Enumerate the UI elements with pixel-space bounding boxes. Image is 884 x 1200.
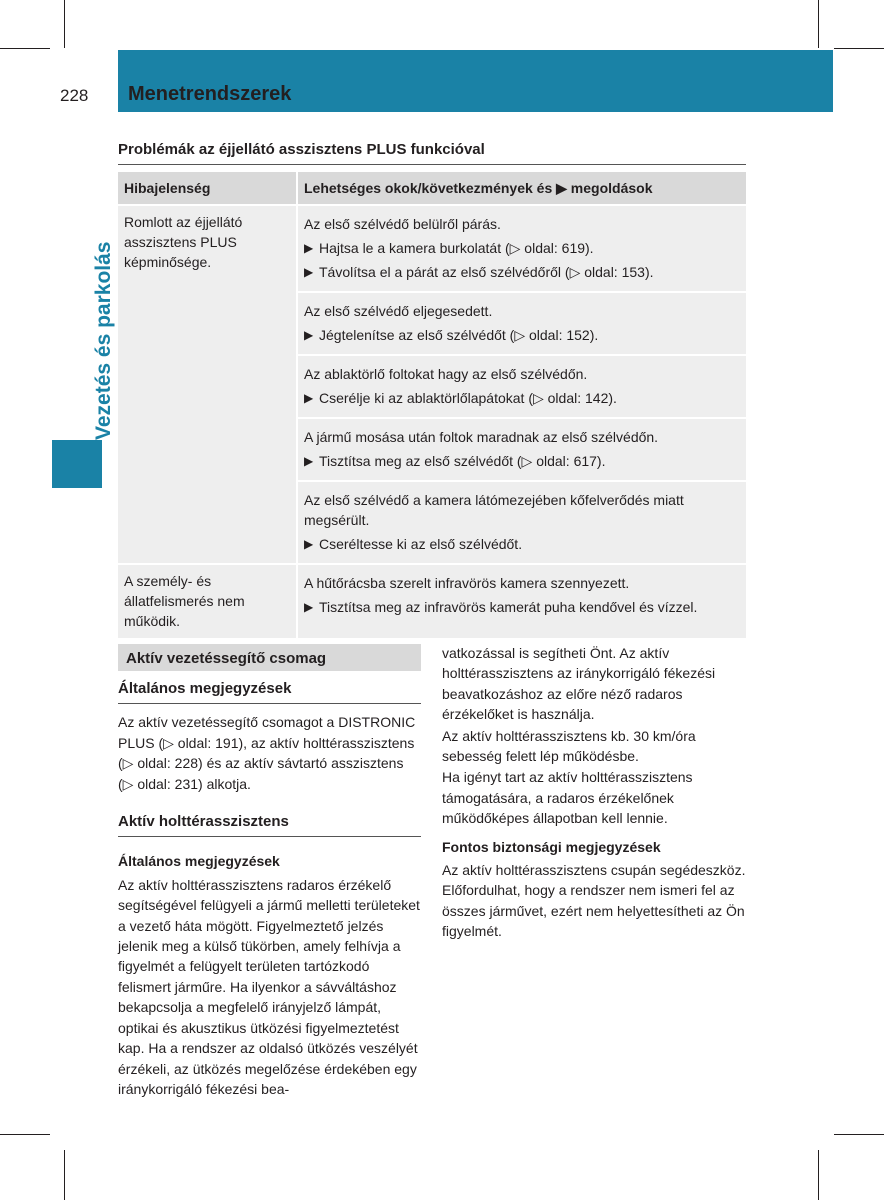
crop-mark <box>0 48 50 49</box>
left-column <box>118 644 421 1100</box>
step-item <box>304 534 740 554</box>
crop-mark <box>64 0 65 48</box>
step-text: Hajtsa le a kamera burkolatát (▷ oldal: 619). <box>319 240 594 256</box>
step-item <box>304 451 740 471</box>
step-text: Jégtelenítse az első szélvédőt (▷ oldal: 152). <box>319 327 599 343</box>
crop-mark <box>834 1134 884 1135</box>
cause-text: Az ablaktörlő foltokat hagy az első szélvédőn. <box>304 366 588 382</box>
subheading: Általános megjegyzések <box>118 679 421 704</box>
crop-mark <box>818 0 819 48</box>
crop-mark <box>818 1150 819 1200</box>
solution-cell <box>297 205 746 292</box>
chapter-title: Menetrendszerek <box>128 83 292 105</box>
right-column <box>442 643 747 943</box>
symptom-cell: Romlott az éjjellátó asszisztens PLUS képminősége. <box>118 205 297 564</box>
subheading: Aktív holttérasszisztens <box>118 812 421 837</box>
solution-cell <box>297 564 746 639</box>
step-text: Távolítsa el a párát az első szélvédőről (▷ oldal: 153). <box>319 264 654 280</box>
step-arrow-icon: ▶ <box>304 391 314 405</box>
paragraph: Az aktív vezetéssegítő csomagot a DISTRONIC PLUS (▷ oldal: 191), az aktív holttérasszisztens (▷ oldal: 228) és az aktív sávtartó asszisztens (▷ oldal: 231) alkotja. <box>118 714 416 792</box>
step-item <box>304 597 740 617</box>
step-text: Cserélje ki az ablaktörlőlapátokat (▷ oldal: 142). <box>319 390 617 406</box>
paragraph: Az aktív holttérasszisztens kb. 30 km/óra sebesség felett lép működésbe. <box>442 727 696 765</box>
step-text: Cseréltesse ki az első szélvédőt. <box>319 536 523 552</box>
step-item <box>304 325 740 345</box>
col-header-symptom: Hibajelenség <box>118 172 297 205</box>
step-text: Tisztítsa meg az infravörös kamerát puha kendővel és vízzel. <box>319 599 698 615</box>
solution-cell <box>297 481 746 564</box>
solution-cell <box>297 418 746 481</box>
step-item <box>304 262 740 282</box>
cause-text: Az első szélvédő eljegesedett. <box>304 303 493 319</box>
col-header-causes: Lehetséges okok/következmények és ▶ megoldások <box>297 172 746 205</box>
paragraph: Ha igényt tart az aktív holttérasszisztens támogatására, a radaros érzékelőnek működőképes állapotban kell lennie. <box>442 769 693 827</box>
step-arrow-icon: ▶ <box>304 454 314 468</box>
title-rule <box>118 164 746 165</box>
page-number: 228 <box>60 86 89 105</box>
table-title: Problémák az éjjellátó asszisztens PLUS funkcióval <box>118 141 485 158</box>
step-item <box>304 388 740 408</box>
crop-mark <box>834 48 884 49</box>
cause-text: Az első szélvédő belülről párás. <box>304 216 501 232</box>
side-tab-label: Vezetés és parkolás <box>92 241 115 440</box>
step-item <box>304 238 740 258</box>
cause-text: A hűtőrácsba szerelt infravörös kamera szennyezett. <box>304 575 630 591</box>
step-arrow-icon: ▶ <box>304 537 314 551</box>
table-row <box>118 564 746 639</box>
section-title: Aktív vezetéssegítő csomag <box>118 644 421 671</box>
table-header-row <box>118 172 746 205</box>
side-tab-marker <box>52 440 102 488</box>
crop-mark <box>64 1150 65 1200</box>
cause-text: A jármű mosása után foltok maradnak az első szélvédőn. <box>304 429 659 445</box>
cause-text: Az első szélvédő a kamera látómezejében kőfelverődés miatt megsérült. <box>304 492 684 528</box>
solution-cell <box>297 355 746 418</box>
step-text: Tisztítsa meg az első szélvédőt (▷ oldal: 617). <box>319 453 606 469</box>
paragraph: vatkozással is segítheti Önt. Az aktív holttérasszisztens az iránykorrigáló fékezési beavatkozáshoz az előre néző radaros érzékelőket is használja. <box>442 645 716 723</box>
step-arrow-icon: ▶ <box>304 265 314 279</box>
paragraph: Az aktív holttérasszisztens radaros érzékelő segítségével felügyeli a jármű melletti területeket a vezető háta mögött. Figyelmeztető jelzés jelenik meg a külső tükörben, amely felhívja a figyelmét a felügyelt területen tartózkodó felismert járműre. Ha ilyenkor a sávváltáshoz bekapcsolja a megfelelő irányjelző lámpát, optikai és akusztikus ütközési figyelmeztetést kap. Ha a rendszer az oldalsó ütközés veszélyét érzékeli, az ütközés megelőzése érdekében egy iránykorrigáló fékezési bea- <box>118 876 420 1097</box>
step-arrow-icon: ▶ <box>304 328 314 342</box>
table-row <box>118 205 746 292</box>
minor-heading: Fontos biztonsági megjegyzések <box>442 838 661 855</box>
crop-mark <box>0 1134 50 1135</box>
minor-heading: Általános megjegyzések <box>118 853 280 870</box>
problems-table <box>118 172 746 640</box>
step-arrow-icon: ▶ <box>304 241 314 255</box>
symptom-cell: A személy- és állatfelismerés nem működik. <box>118 564 297 639</box>
paragraph: Az aktív holttérasszisztens csupán segédeszköz. Előfordulhat, hogy a rendszer nem ismeri fel az összes járművet, ezért nem helyettesítheti az Ön figyelmét. <box>442 862 746 940</box>
step-arrow-icon: ▶ <box>304 600 314 614</box>
solution-cell <box>297 292 746 355</box>
